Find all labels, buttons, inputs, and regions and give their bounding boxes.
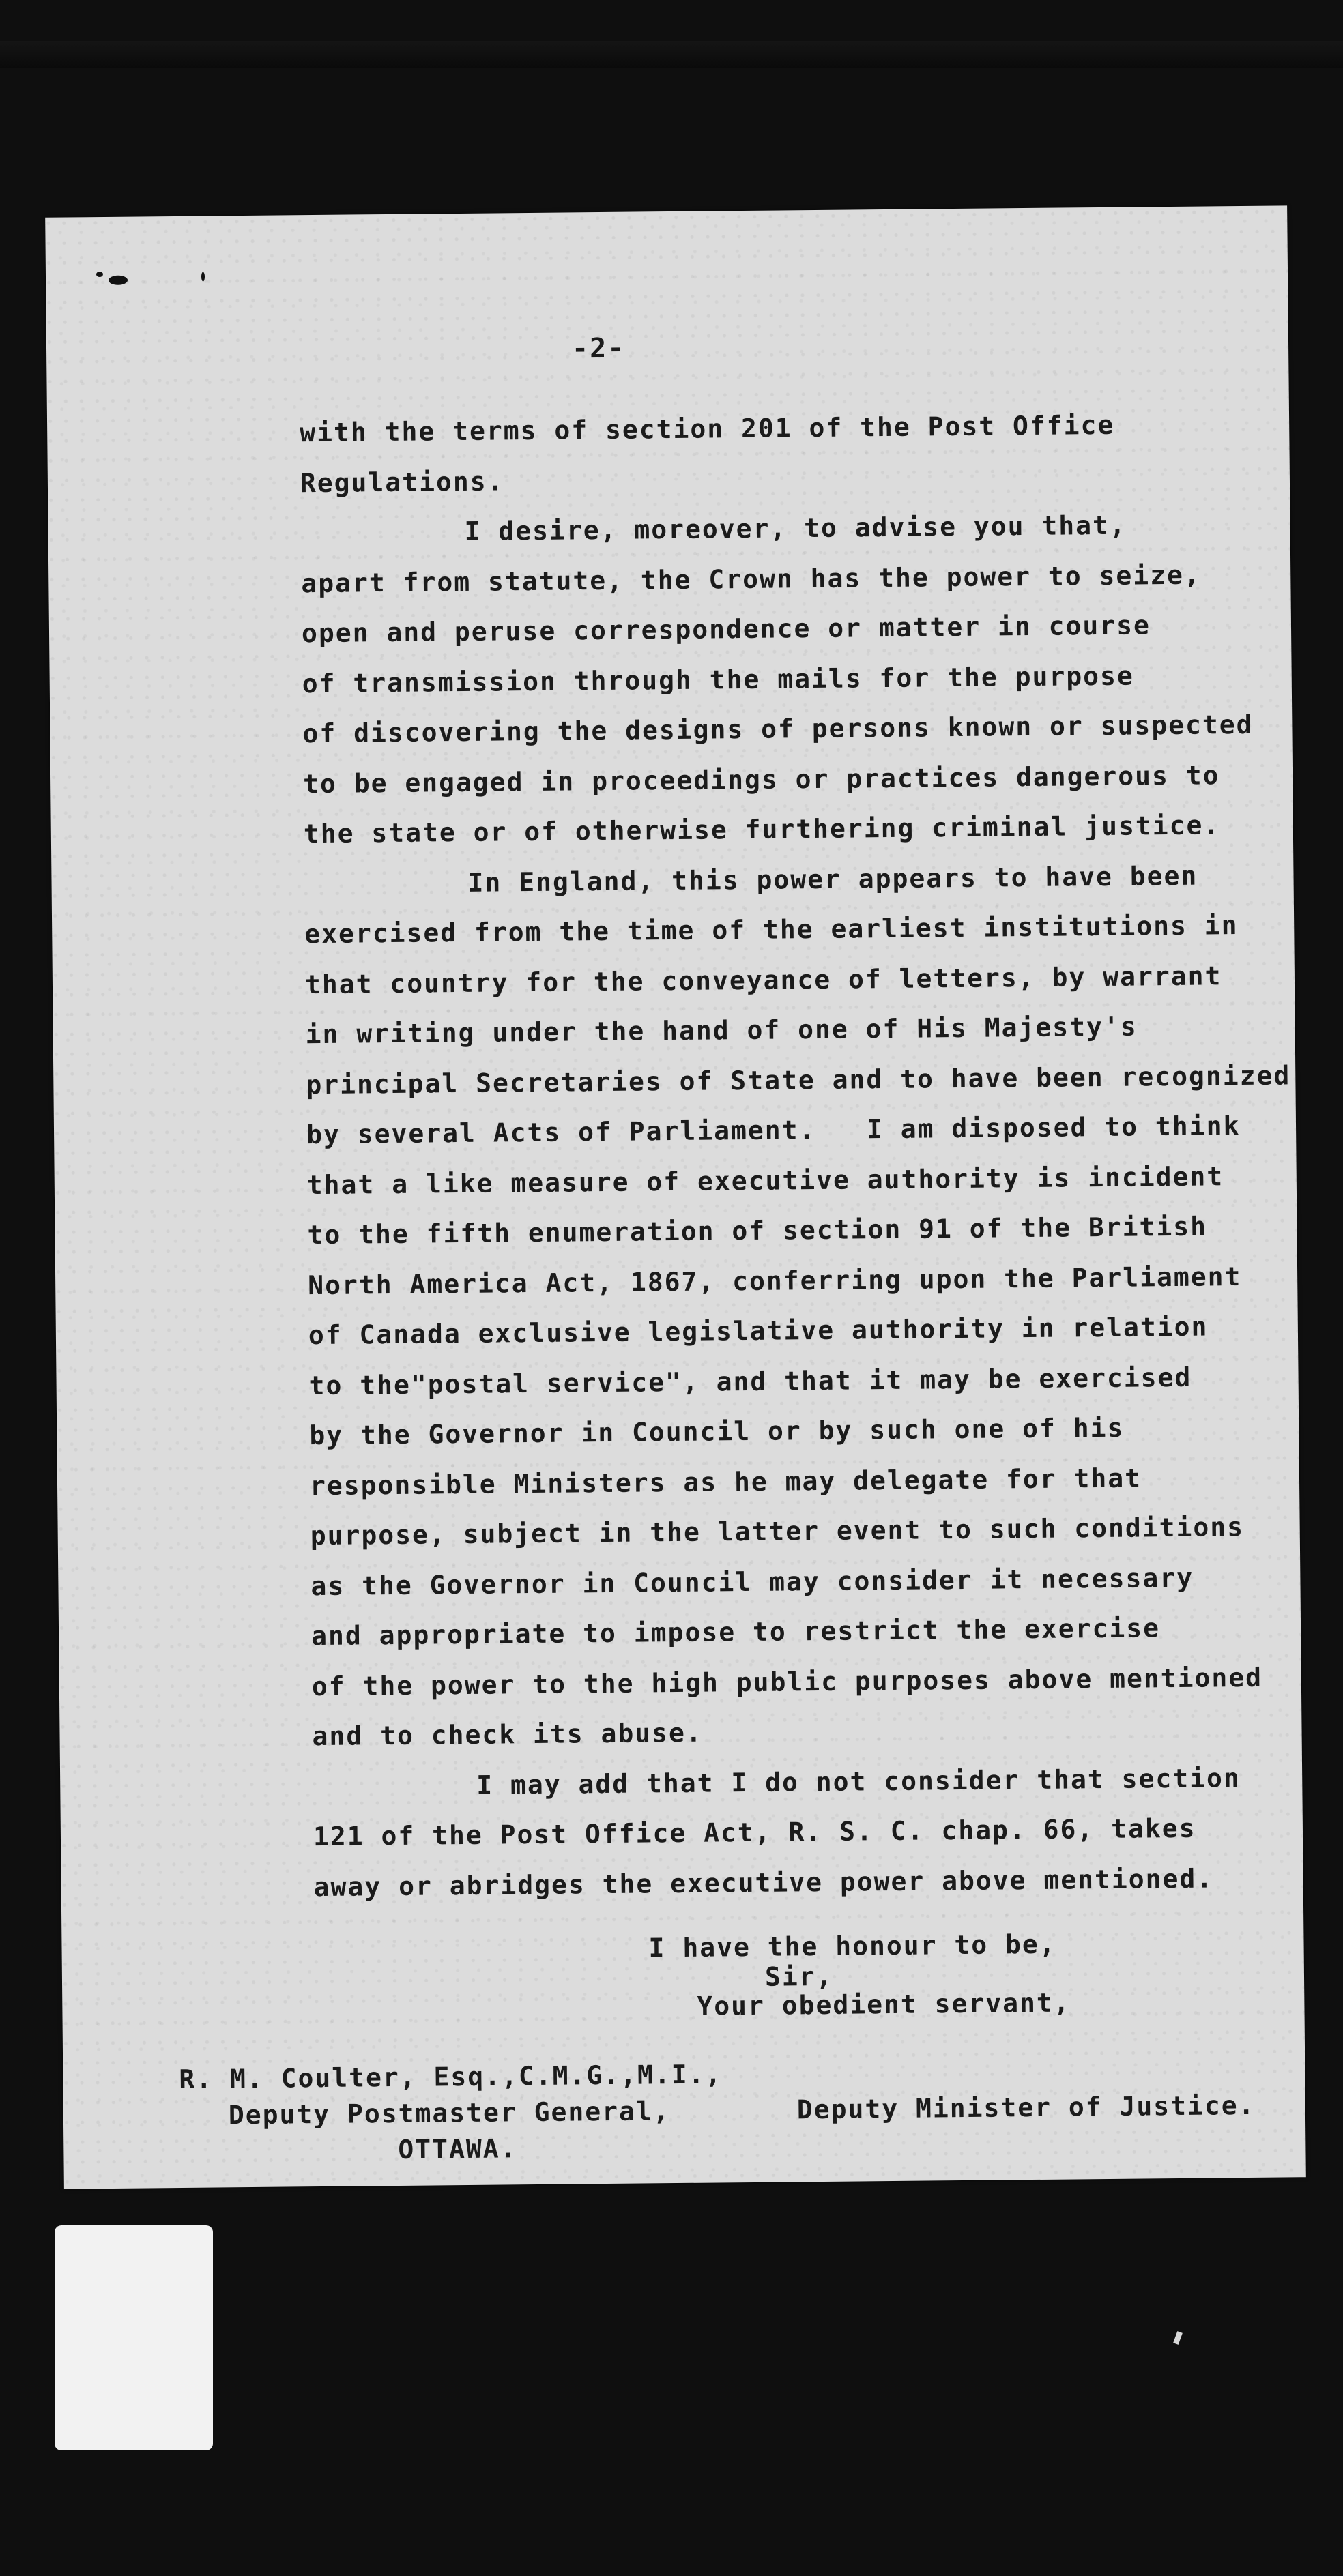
body-line: away or abridges the executive power above mentioned. — [313, 1863, 1214, 1903]
ink-smudge — [109, 276, 128, 285]
letter-page — [45, 205, 1306, 2189]
body-line: open and peruse correspondence or matter in course — [301, 610, 1151, 649]
ink-smudge — [96, 272, 103, 277]
signer-title: Deputy Minister of Justice. — [796, 2090, 1256, 2125]
film-speck — [1173, 2331, 1183, 2345]
body-line: principal Secretaries of State and to have been recognized — [306, 1060, 1291, 1100]
body-line: of transmission through the mails for the purpose — [302, 660, 1134, 699]
body-line: of the power to the high public purposes above mentioned — [311, 1662, 1263, 1702]
body-line: I desire, moreover, to advise you that, — [464, 510, 1127, 546]
addressee-name: R. M. Coulter, Esq.,C.M.G.,M.I., — [179, 2059, 723, 2095]
body-line: 121 of the Post Office Act, R. S. C. chap. 66, takes — [313, 1813, 1196, 1852]
body-line: that country for the conveyance of letters, by warrant — [304, 961, 1222, 1000]
ink-speck — [201, 272, 205, 282]
body-line: purpose, subject in the latter event to such conditions — [310, 1512, 1245, 1551]
body-line: by the Governor in Council or by such one of his — [309, 1412, 1125, 1451]
body-line: as the Governor in Council may consider it necessary — [311, 1562, 1194, 1602]
body-line: of Canada exclusive legislative authority in relation — [308, 1311, 1209, 1351]
body-line: and to check its abuse. — [312, 1717, 703, 1752]
body-line: Regulations. — [300, 466, 504, 499]
body-line: exercised from the time of the earliest institutions in — [304, 910, 1239, 950]
film-edge-top — [0, 41, 1343, 68]
closing-line: Your obedient servant, — [697, 1987, 1071, 2021]
body-line: that a like measure of executive authority is incident — [306, 1161, 1224, 1201]
page-number: -2- — [571, 332, 626, 365]
body-line: North America Act, 1867, conferring upon the Parliament — [308, 1261, 1242, 1301]
body-line: apart from statute, the Crown has the power to seize, — [301, 559, 1202, 599]
addressee-title: Deputy Postmaster General, — [228, 2096, 670, 2131]
body-line: with the terms of section 201 of the Post Office — [300, 409, 1115, 448]
body-line: and appropriate to impose to restrict the exercise — [311, 1613, 1161, 1652]
body-line: in writing under the hand of one of His Majesty's — [305, 1011, 1138, 1050]
body-line: to the fifth enumeration of section 91 of the British — [307, 1211, 1208, 1250]
body-line: the state or of otherwise furthering criminal justice. — [303, 810, 1221, 849]
closing-salutation: Sir, — [764, 1961, 833, 1992]
closing-line: I have the honour to be, — [648, 1929, 1056, 1963]
letter-body — [45, 205, 1291, 1903]
body-line: to the"postal service", and that it may be exercised — [308, 1362, 1192, 1401]
addressee-city: OTTAWA. — [398, 2133, 517, 2165]
film-slate-label — [55, 2225, 213, 2450]
body-line: I may add that I do not consider that section — [476, 1763, 1241, 1800]
body-line: responsible Ministers as he may delegate for that — [309, 1463, 1142, 1502]
body-line: by several Acts of Parliament. I am disposed to think — [306, 1111, 1241, 1150]
body-line: to be engaged in proceedings or practices dangerous to — [302, 760, 1220, 800]
body-line: In England, this power appears to have been — [467, 860, 1198, 898]
body-line: of discovering the designs of persons known or suspected — [302, 709, 1254, 749]
